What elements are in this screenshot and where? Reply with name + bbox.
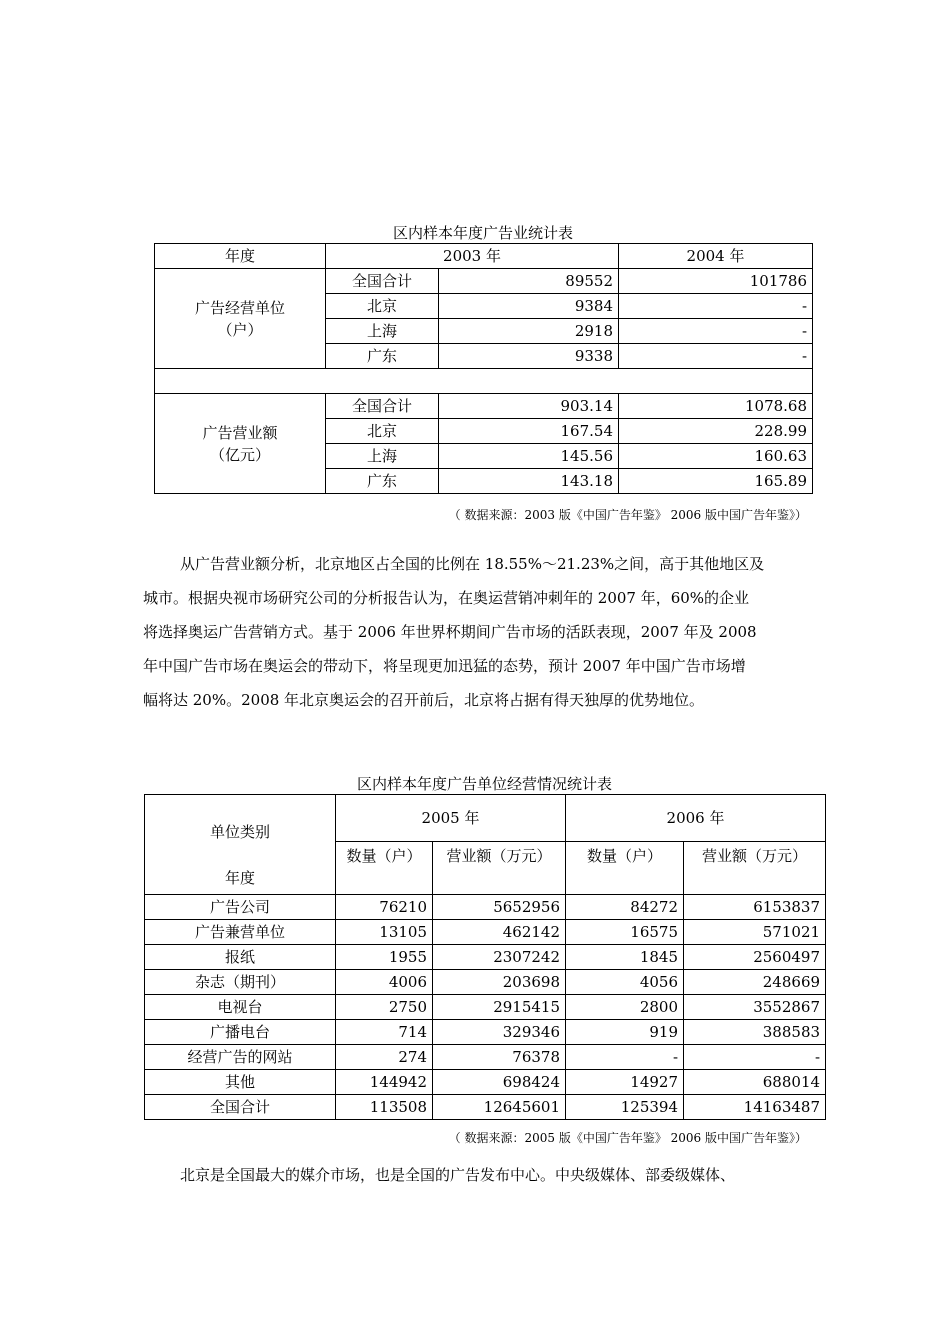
paragraph1-line: 将选择奥运广告营销方式。基于 2006 年世界杯期间广告市场的活跃表现，2007 年及 2008	[143, 623, 757, 641]
value-2003-cell: 2918	[439, 319, 619, 344]
col-2005-header: 2005 年	[336, 795, 566, 842]
value-2004-cell: 101786	[619, 269, 813, 294]
revenue-2006-cell: 6153837	[684, 895, 826, 920]
revenue-2005-cell: 203698	[433, 970, 566, 995]
unit-type-cell: 全国合计	[145, 1095, 336, 1120]
unit-type-cell: 广告公司	[145, 895, 336, 920]
table2-source: （ 数据来源：2005 版《中国广告年鉴》 2006 版中国广告年鉴》）	[448, 1131, 807, 1145]
revenue-2006-header: 营业额（万元）	[684, 842, 826, 895]
region-cell: 全国合计	[326, 269, 439, 294]
year-label: 年度	[224, 869, 255, 887]
count-2006-cell: 14927	[566, 1070, 684, 1095]
count-2006-header: 数量（户）	[566, 842, 684, 895]
count-2006-cell: 4056	[566, 970, 684, 995]
revenue-2005-cell: 5652956	[433, 895, 566, 920]
revenue-2006-cell: 248669	[684, 970, 826, 995]
paragraph1-line: 年中国广告市场在奥运会的带动下，将呈现更加迅猛的态势，预计 2007 年中国广告市场增	[143, 657, 746, 675]
table2-title: 区内样本年度广告单位经营情况统计表	[356, 775, 612, 793]
revenue-2005-cell: 12645601	[433, 1095, 566, 1120]
value-2004-cell: 1078.68	[619, 394, 813, 419]
value-2003-cell: 167.54	[439, 419, 619, 444]
col-2006-header: 2006 年	[566, 795, 826, 842]
region-cell: 上海	[326, 444, 439, 469]
col-2004-header: 2004 年	[619, 244, 813, 269]
paragraph1	[143, 547, 818, 717]
unit-type-cell: 杂志（期刊）	[145, 970, 336, 995]
table-row	[145, 995, 826, 1020]
col-2003-header: 2003 年	[326, 244, 619, 269]
value-2004-cell: -	[619, 344, 813, 369]
count-2006-cell: 919	[566, 1020, 684, 1045]
units-label-line2: （户）	[217, 320, 263, 339]
count-2005-cell: 274	[336, 1045, 433, 1070]
revenue-2006-cell: 2560497	[684, 945, 826, 970]
units-group-label	[155, 269, 326, 369]
count-2005-cell: 714	[336, 1020, 433, 1045]
table-row	[145, 920, 826, 945]
table1	[154, 243, 813, 494]
unit-type-cell: 其他	[145, 1070, 336, 1095]
value-2004-cell: -	[619, 294, 813, 319]
count-2006-cell: 2800	[566, 995, 684, 1020]
revenue-2006-cell: -	[684, 1045, 826, 1070]
count-2005-cell: 76210	[336, 895, 433, 920]
revenue-2006-cell: 388583	[684, 1020, 826, 1045]
value-2003-cell: 143.18	[439, 469, 619, 494]
units-label-line1: 广告经营单位	[194, 298, 285, 317]
region-cell: 北京	[326, 419, 439, 444]
count-2006-cell: 84272	[566, 895, 684, 920]
revenue-2006-cell: 14163487	[684, 1095, 826, 1120]
revenue-2005-cell: 462142	[433, 920, 566, 945]
unit-type-cell: 广播电台	[145, 1020, 336, 1045]
value-2004-cell: 160.63	[619, 444, 813, 469]
table2-header-row	[145, 795, 826, 842]
value-2003-cell: 89552	[439, 269, 619, 294]
spacer-row	[155, 369, 813, 394]
revenue-2006-cell: 3552867	[684, 995, 826, 1020]
count-2005-cell: 1955	[336, 945, 433, 970]
unit-type-label: 单位类别	[209, 823, 270, 841]
year-label-cell: 年度	[155, 244, 326, 269]
table-row	[145, 970, 826, 995]
revenue-2005-cell: 329346	[433, 1020, 566, 1045]
table-row	[145, 1095, 826, 1120]
count-2005-header: 数量（户）	[336, 842, 433, 895]
count-2005-cell: 4006	[336, 970, 433, 995]
value-2003-cell: 9384	[439, 294, 619, 319]
paragraph1-line: 幅将达 20%。2008 年北京奥运会的召开前后，北京将占据有得天独厚的优势地位。	[143, 691, 705, 709]
count-2005-cell: 113508	[336, 1095, 433, 1120]
paragraph2-line: 北京是全国最大的媒介市场，也是全国的广告发布中心。中央级媒体、部委级媒体、	[180, 1166, 736, 1184]
value-2003-cell: 145.56	[439, 444, 619, 469]
value-2004-cell: 228.99	[619, 419, 813, 444]
revenue-label-line1: 广告营业额	[202, 423, 278, 442]
value-2003-cell: 903.14	[439, 394, 619, 419]
count-2006-cell: -	[566, 1045, 684, 1070]
region-cell: 全国合计	[326, 394, 439, 419]
revenue-2006-cell: 688014	[684, 1070, 826, 1095]
table-row	[145, 895, 826, 920]
unit-type-cell: 广告兼营单位	[145, 920, 336, 945]
table2	[144, 794, 826, 1120]
table-row	[145, 945, 826, 970]
diagonal-header-cell	[145, 795, 336, 895]
value-2004-cell: -	[619, 319, 813, 344]
unit-type-cell: 报纸	[145, 945, 336, 970]
paragraph2	[143, 1158, 818, 1192]
paragraph1-line: 从广告营业额分析，北京地区占全国的比例在 18.55%～21.23%之间，高于其他地区及	[180, 555, 765, 573]
spacer-cell	[155, 369, 813, 394]
table-row	[155, 269, 813, 294]
count-2005-cell: 13105	[336, 920, 433, 945]
table-row	[145, 1020, 826, 1045]
revenue-2005-header: 营业额（万元）	[433, 842, 566, 895]
unit-type-cell: 电视台	[145, 995, 336, 1020]
table1-title: 区内样本年度广告业统计表	[392, 224, 573, 242]
revenue-2005-cell: 2307242	[433, 945, 566, 970]
paragraph1-line: 城市。根据央视市场研究公司的分析报告认为，在奥运营销冲刺年的 2007 年，60%的企业	[143, 589, 750, 607]
unit-type-cell: 经营广告的网站	[145, 1045, 336, 1070]
revenue-2006-cell: 571021	[684, 920, 826, 945]
table-row	[145, 1070, 826, 1095]
value-2003-cell: 9338	[439, 344, 619, 369]
table1-source: （ 数据来源：2003 版《中国广告年鉴》 2006 版中国广告年鉴》）	[448, 508, 807, 522]
value-2004-cell: 165.89	[619, 469, 813, 494]
revenue-2005-cell: 698424	[433, 1070, 566, 1095]
count-2006-cell: 125394	[566, 1095, 684, 1120]
region-cell: 北京	[326, 294, 439, 319]
table1-header-row	[155, 244, 813, 269]
region-cell: 上海	[326, 319, 439, 344]
revenue-group-label	[155, 394, 326, 494]
revenue-label-line2: （亿元）	[209, 445, 270, 464]
revenue-2005-cell: 2915415	[433, 995, 566, 1020]
table-row	[145, 1045, 826, 1070]
revenue-2005-cell: 76378	[433, 1045, 566, 1070]
table-row	[155, 394, 813, 419]
region-cell: 广东	[326, 344, 439, 369]
count-2005-cell: 2750	[336, 995, 433, 1020]
count-2006-cell: 1845	[566, 945, 684, 970]
region-cell: 广东	[326, 469, 439, 494]
count-2006-cell: 16575	[566, 920, 684, 945]
count-2005-cell: 144942	[336, 1070, 433, 1095]
